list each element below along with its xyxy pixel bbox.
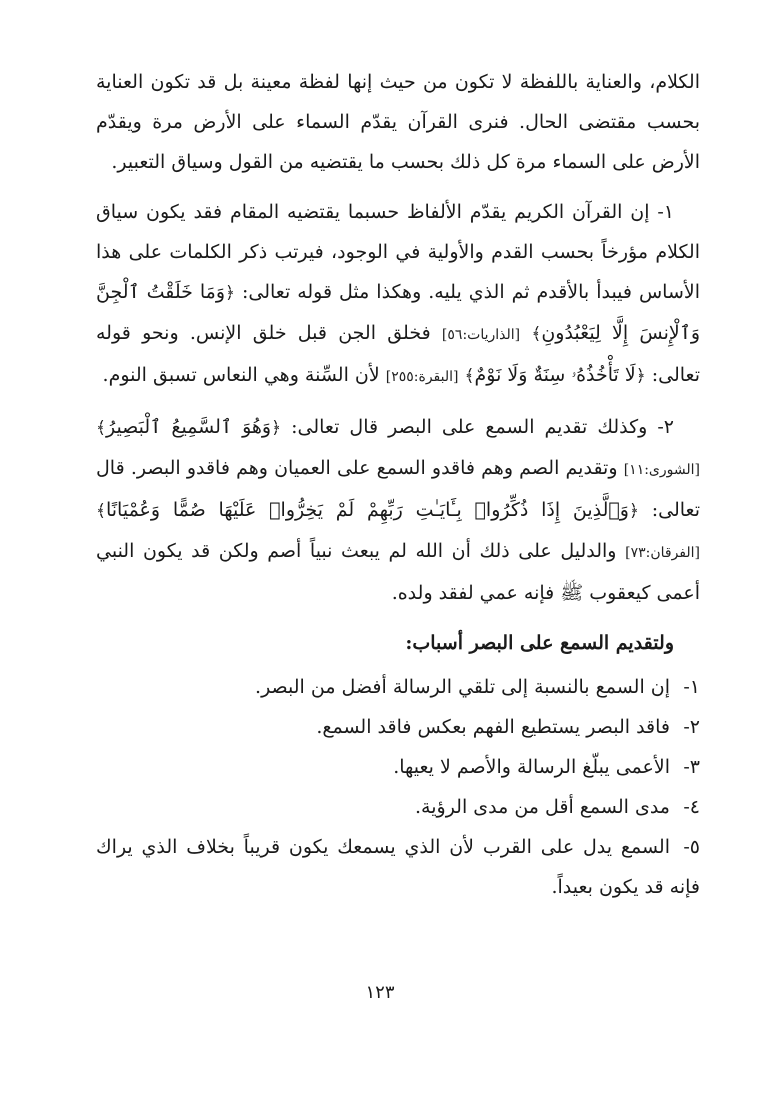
point-2-paragraph — [96, 407, 700, 613]
point-2-text-a: ٢- وكذلك تقديم السمع على البصر قال تعالى: — [291, 416, 674, 438]
quran-open-bracket: ﴿ — [225, 283, 235, 303]
list-item-text: مدى السمع أقل من مدى الرؤية. — [415, 796, 670, 818]
quran-open-bracket: ﴿ — [271, 418, 282, 438]
list-item — [96, 787, 700, 827]
intro-paragraph — [96, 62, 700, 182]
list-item-number: ١- — [683, 676, 700, 698]
list-item-number: ٣- — [683, 756, 700, 778]
point-2-text-b: وتقديم الصم وهم فاقدو السمع على العميان وهم فاقدو البصر. قال تعالى: — [96, 457, 700, 521]
quran-verse-adh-dhariyat: وَمَا خَلَقْتُ ٱلْجِنَّ وَٱلْإِنسَ إِلَّا لِيَعْبُدُونِ — [96, 281, 701, 344]
list-item-number: ٢- — [683, 716, 700, 738]
quran-open-bracket: ﴿ — [628, 501, 639, 521]
list-item-number: ٤- — [683, 796, 700, 818]
list-item-text: السمع يدل على القرب لأن الذي يسمعك يكون قريباً بخلاف الذي يراك فإنه قد يكون بعيداً. — [96, 836, 700, 898]
list-item — [96, 827, 700, 907]
list-item-text: فاقد البصر يستطيع الفهم بعكس فاقد السمع. — [316, 716, 670, 738]
citation-al-furqan: [الفرقان:٧٣] — [625, 545, 700, 561]
page-body — [96, 62, 700, 907]
quran-verse-al-furqan: وَٱلَّذِينَ إِذَا ذُكِّرُوا۟ بِـَٔايَـٰتِ رَبِّهِمْ لَمْ يَخِرُّوا۟ عَلَيْهَا صُمًّا وَعُمْيَانًا — [105, 499, 629, 521]
point-1-text-b: فخلق الجن قبل خلق الإنس. ونحو قوله تعالى: — [96, 322, 700, 386]
point-2-text-c: والدليل على ذلك أن الله لم يبعث نبياً أصم ولكن قد يكون النبي أعمى كيعقوب ﷺ فإنه عمي لفقد ولده. — [96, 540, 700, 604]
reasons-list — [96, 667, 700, 907]
quran-close-bracket: ﴾ — [96, 418, 106, 438]
quran-close-bracket: ﴾ — [531, 324, 542, 344]
point-1-paragraph — [96, 192, 700, 397]
page-number: ١٢٣ — [365, 982, 395, 1003]
list-item — [96, 707, 700, 747]
point-1-text-c: لأن السِّنة وهي النعاس تسبق النوم. — [102, 364, 380, 386]
quran-open-bracket: ﴿ — [635, 366, 646, 386]
section-heading: ولتقديم السمع على البصر أسباب: — [405, 632, 674, 654]
list-item-text: إن السمع بالنسبة إلى تلقي الرسالة أفضل من البصر. — [255, 676, 670, 698]
list-item — [96, 667, 700, 707]
point-1-text-a: ١- إن القرآن الكريم يقدّم الألفاظ حسبما يقتضيه المقام فقد يكون سياق الكلام مؤرخاً بحسب القدم والأولية في الوجود، فيرتب ذكر الكلمات على هذا الأساس فيبدأ بالأقدم ثم الذي يليه. وهكذا مثل قوله تعالى: — [96, 201, 700, 303]
citation-ash-shura: [الشورى:١١] — [623, 462, 700, 478]
quran-close-bracket: ﴾ — [464, 366, 475, 386]
quran-verse-al-baqarah: لَا تَأْخُذُهُۥ سِنَةٌ وَلَا نَوْمٌ — [474, 364, 636, 386]
intro-text: الكلام، والعناية باللفظة لا تكون من حيث إنها لفظة معينة بل قد تكون العناية بحسب مقتضى الحال. فنرى القرآن يقدّم السماء على الأرض مرة ويقدّم الأرض على السماء مرة كل ذلك بحسب ما يقتضيه من القول وسياق التعبير. — [96, 71, 700, 173]
quran-close-bracket: ﴾ — [96, 501, 106, 521]
quran-verse-ash-shura: وَهُوَ ٱلسَّمِيعُ ٱلْبَصِيرُ — [105, 416, 272, 438]
list-item — [96, 747, 700, 787]
citation-adh-dhariyat: [الذاريات:٥٦] — [441, 327, 521, 343]
citation-al-baqarah: [البقرة:٢٥٥] — [385, 369, 459, 385]
list-item-text: الأعمى يبلّغ الرسالة والأصم لا يعيها. — [393, 756, 670, 778]
list-item-number: ٥- — [683, 836, 700, 858]
